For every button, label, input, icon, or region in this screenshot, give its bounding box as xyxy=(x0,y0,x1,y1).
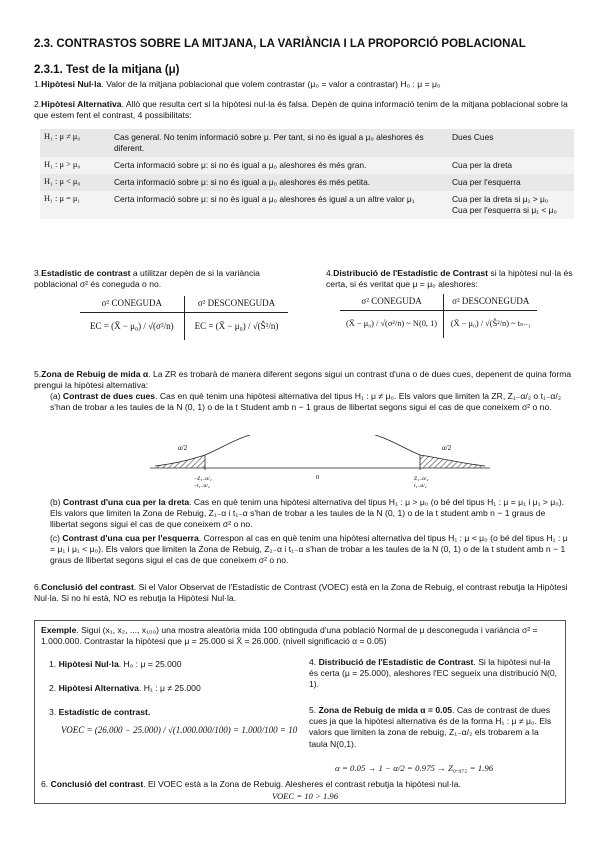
alpha-left-label: α/2 xyxy=(178,444,188,452)
alt-hypothesis-table xyxy=(40,129,574,219)
item-statistic-distribution xyxy=(326,268,576,290)
sub-item-label: (b) xyxy=(50,497,61,507)
test-type: Cua per la dreta xyxy=(452,159,513,170)
hypothesis-formula: H₁ : μ > μ₀ xyxy=(44,159,81,169)
item-number: 1. xyxy=(34,79,42,89)
voec-formula: VOEC = (26.000 − 25.000) / √(1.000.000/100) = 1.000/100 = 10 xyxy=(61,725,298,735)
hypothesis-row xyxy=(40,174,574,191)
known-variance-formula: EC = (X̄ − μ₀) / √(σ²/n) xyxy=(80,312,184,340)
step-text: . El VOEC està a la Zona de Rebuig. Alesheres el contrast rebutja la hipòtesi nul·la. xyxy=(143,779,461,789)
known-variance-header: σ² CONEGUDA xyxy=(340,294,444,310)
item-text: a utilitzar depèn de si la variància poblacional σ² és coneguda o no. xyxy=(34,268,260,290)
test-statistic-formulas xyxy=(80,296,288,340)
item-heading: Estadístic de contrast xyxy=(41,268,131,278)
step-heading: Zona de Rebuig de mida α = 0.05 xyxy=(318,705,453,715)
item-text: . Allò que resulta cert si la hipòtesi nul·la és falsa. Depèn de quina informació tenim de la mitjana poblacional sobre la que estem fent el contrast, 4 possibilitats: xyxy=(34,99,568,121)
example-step-3: 3. Estadístic de contrast. xyxy=(49,707,151,717)
item-text: . La ZR es trobarà de manera diferent segons sigui un contrast d'una o de dues cues, depenent de quina forma prengui la hipòtesi alternativa: xyxy=(34,369,572,391)
known-variance-header: σ² CONEGUDA xyxy=(80,296,184,312)
item-heading: Distribució de l'Estadístic de Contrast xyxy=(333,268,489,278)
item-heading: Conclusió del contrast xyxy=(41,582,134,592)
item-number: 5. xyxy=(34,369,42,379)
item-right-tailed xyxy=(50,497,574,531)
example-step-2: 2. Hipòtesi Alternativa. H₁ : μ ≠ 25.000 xyxy=(49,683,201,693)
hypothesis-description: Certa informació sobre μ: si no és igual a μ₀ aleshores és més petita. xyxy=(114,176,371,187)
example-step-1: 1. Hipòtesi Nul·la. H₀ : μ = 25.000 xyxy=(49,659,182,669)
step-heading: Estadístic de contrast. xyxy=(58,707,151,717)
hypothesis-description: Certa informació sobre μ: si no és igual a μ₀ aleshores és més gran. xyxy=(114,159,367,170)
zero-label: 0 xyxy=(316,474,320,481)
example-step-6: 6. Conclusió del contrast. El VOEC està a la Zona de Rebuig. Alesheres el contrast rebutja la hipòtesi nul·la. xyxy=(41,779,461,789)
right-critical-label: Z₁₋α/₂ t₁₋α/₂ xyxy=(414,476,429,489)
conclusion-inequality: VOEC = 10 > 1.96 xyxy=(271,791,338,801)
step-heading: Hipòtesi Nul·la xyxy=(58,659,119,669)
step-heading: Hipòtesi Alternativa xyxy=(58,683,139,693)
sub-item-heading: Contrast de dues cues xyxy=(62,391,156,401)
step-heading: Distribució de l'Estadístic de Contrast xyxy=(318,657,474,667)
item-null-hypothesis xyxy=(34,79,574,90)
sub-item-label: (a) xyxy=(50,391,61,401)
hypothesis-formula: H₁ : μ < μ₀ xyxy=(44,176,81,186)
distribution-formulas xyxy=(340,294,537,338)
test-type: Cua per la dreta si μ₁ > μ₀ Cua per l'esquerra si μ₁ < μ₀ xyxy=(452,193,557,215)
item-test-statistic xyxy=(34,268,304,290)
hypothesis-description: Certa informació sobre μ: si no és igual a μ₀ aleshores és igual a un altre valor μ₁ xyxy=(114,193,415,204)
section-title: 2.3.1. Test de la mitjana (μ) xyxy=(34,64,180,76)
sub-item-text: . Cas en què tenim una hipòtesi alternativa del tipus H₁ : μ > μ₀ (o bé del tipus H₁ : μ = μ₁ i μ₁ > μ₀). Els valors que limiten la Zona de Rebuig, Z₁₋α i t₁₋α s'han de trobar a les taules de la N (0, 1) o de la t student amb n − 1 graus de llibertat segons sigui el cas de que coneixem σ² o no. xyxy=(50,497,565,530)
sub-item-text: . Cas en què tenim una hipòtesi alternativa del tipus H₁ : μ ≠ μ₀. Els valors que limiten la ZR, Z₁₋α/₂ o t₁₋α/₂ s'han de trobar a les taules de la N (0, 1) o de la t Student amb n − 1 graus de llibertat segons sigui el cas de que coneixem σ² o no. xyxy=(50,391,562,413)
test-type: Cua per l'esquerra xyxy=(452,176,521,187)
page-title: 2.3. CONTRASTOS SOBRE LA MITJANA, LA VARIÀNCIA I LA PROPORCIÓ POBLACIONAL xyxy=(34,38,526,50)
sub-item-heading: Contrast d'una cua per la dreta xyxy=(62,497,190,507)
item-number: 6. xyxy=(34,582,42,592)
hypothesis-formula: H₁ : μ = μ₁ xyxy=(44,193,81,203)
item-two-tailed xyxy=(50,391,572,413)
sub-item-label: (c) xyxy=(50,533,61,543)
item-heading: Hipòtesi Alternativa xyxy=(41,99,122,109)
step-text: . H₀ : μ = 25.000 xyxy=(118,659,182,669)
item-text: . Si el Valor Observat de l'Estadístic de Contrast (VOEC) està en la Zona de Rebuig, el contrast rebutja la Hipòtesi Nul·la. Si no hi està, NO es rebutja la Hipòtesi Nul·la. xyxy=(34,582,568,604)
critical-value-calc: α = 0.05 → 1 − α/2 = 0.975 → Z₀.₉₇₅ = 1.96 xyxy=(335,763,494,773)
step-heading: Conclusió del contrast xyxy=(50,779,144,789)
example-box xyxy=(34,620,566,804)
unknown-variance-header: σ² DESCONEGUDA xyxy=(184,296,288,312)
step-text: . Cas de contrast de dues cues ja que la hipòtesi alternativa és de la forma H₁ : μ ≠ μ₀. Els valors que limiten la zona de rebuig, Z₁₋α/₂ els trobarem a la taula N(0,1). xyxy=(309,705,552,749)
step-text: . H₁ : μ ≠ 25.000 xyxy=(138,683,201,693)
example-step-4: 4. Distribució de l'Estadístic de Contrast. Si la hipòtesi nul·la és certa (μ = 25.000), aleshores l'EC segueix una distribució N(0, 1). xyxy=(309,657,558,690)
item-text: . Valor de la mitjana poblacional que volem contrastar (μ₀ = valor a contrastar) H₀ : μ = μ₀ xyxy=(101,79,441,89)
step-text: . Si la hipòtesi nul·la és certa (μ = 25.000), aleshores l'EC segueix una distribució N(0, 1). xyxy=(309,657,558,690)
item-number: 2. xyxy=(34,99,42,109)
item-heading: Hipòtesi Nul·la xyxy=(41,79,102,89)
item-heading: Zona de Rebuig de mida α xyxy=(41,369,149,379)
alpha-right-label: α/2 xyxy=(442,444,452,452)
hypothesis-row xyxy=(40,191,574,219)
hypothesis-formula: H₁ : μ ≠ μ₀ xyxy=(44,132,81,141)
unknown-variance-header: σ² DESCONEGUDA xyxy=(444,294,538,310)
item-alt-hypothesis xyxy=(34,99,574,121)
rejection-zone-graph xyxy=(150,435,490,495)
sub-item-text: . Correspon al cas en què tenim una hipòtesi alternativa del tipus H₁ : μ < μ₀ (o bé del tipus H₁ : μ = μ₁ i μ₁ < μ₀). Els valors que limiten la Zona de Rebuig, Z₁₋α i t₁₋α s'han de trobar a les taules de la N (0, 1) o de la t student amb n − 1 graus de llibertat segons sigui el cas de que coneixem σ² o no. xyxy=(50,533,568,566)
item-text: si la hipòtesi nul·la és certa, si és veritat que μ = μ₀ aleshores: xyxy=(326,268,573,290)
example-step-5: 5. Zona de Rebuig de mida α = 0.05. Cas de contrast de dues cues ja que la hipòtesi alternativa és de la forma H₁ : μ ≠ μ₀. Els valors que limiten la zona de rebuig, Z₁₋α/₂ els trobarem a la taula N(0,1). xyxy=(309,705,552,749)
hypothesis-row xyxy=(40,129,574,157)
hypothesis-row xyxy=(40,157,574,174)
example-intro xyxy=(41,625,559,647)
example-heading: Exemple xyxy=(41,625,77,635)
known-variance-distribution: (X̄ − μ₀) / √(σ²/n) ~ N(0, 1) xyxy=(340,310,444,337)
left-critical-label: −Z₁₋α/₂ −t₁₋α/₂ xyxy=(194,476,212,489)
item-conclusion xyxy=(34,582,574,604)
sub-item-heading: Contrast d'una cua per l'esquerra xyxy=(62,533,199,543)
item-number: 3. xyxy=(34,268,42,278)
item-rejection-zone xyxy=(34,369,574,391)
item-left-tailed xyxy=(50,533,574,567)
item-number: 4. xyxy=(326,268,334,278)
example-statement: . Sigui (x₁, x₂, ..., x₁₀₀) una mostra aleatòria mida 100 obtinguda d'una població Normal de μ desconeguda i variància σ² = 1.000.000. Contrastar la hipòtesi que μ = 25.000 si X̄ = 26.000. (nivell significació α = 0.05) xyxy=(41,625,538,647)
hypothesis-description: Cas general. No tenim informació sobre μ. Per tant, si no és igual a μ₀ aleshores és diferent. xyxy=(114,132,424,153)
test-type: Dues Cues xyxy=(452,132,494,142)
unknown-variance-formula: EC = (X̄ − μ₀) / √(Ŝ²/n) xyxy=(194,320,279,331)
unknown-variance-distribution: (X̄ − μ₀) / √(Ŝ²/n) ~ tₙ₋₁ xyxy=(450,318,531,328)
